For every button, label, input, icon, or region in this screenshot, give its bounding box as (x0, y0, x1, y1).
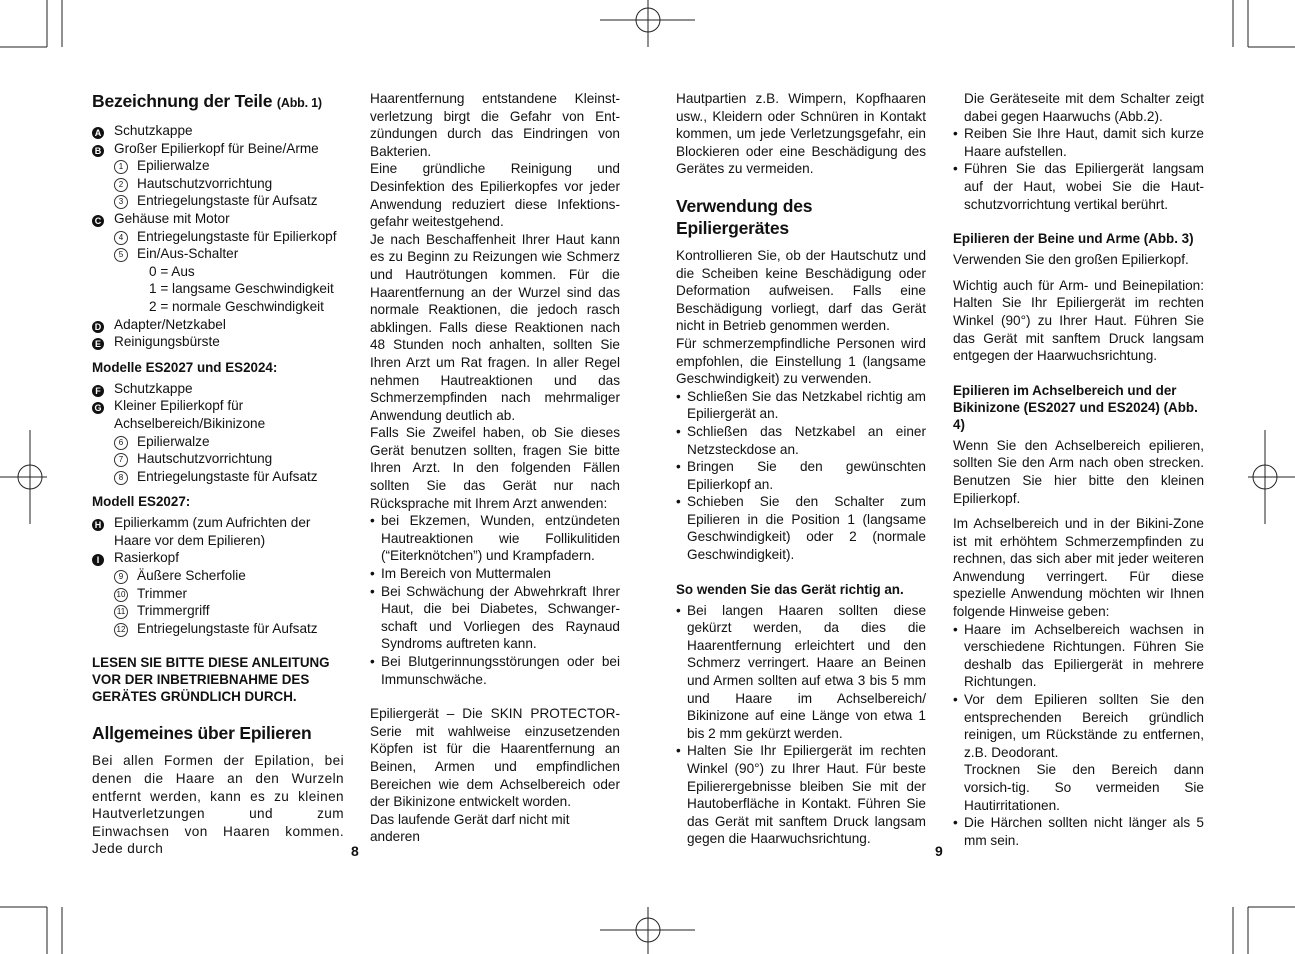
list-item: • Schließen Sie das Netzkabel richtig am Epiliergerät an. (676, 388, 926, 422)
general-paragraph-4: Je nach Beschaffenheit Ihrer Haut kann es zu Beginn zu Reizungen wie Schmerz und Hautrötungen kommen. Für die Haarentfernung an der Wurzel sind das normale Reaktionen, die jedoch rasch abklingen. Falls diese Reaktionen nach 48 Stunden noch anhalten, sollten Sie Ihren Arzt um Rat fragen. In aller Regel nehmen Hautreaktionen und das Schmerzempfinden nach mehrmaliger Anwendung deutlich ab. (370, 231, 620, 423)
column-2 (370, 90, 620, 846)
parts-list-text: Trimmergriff (137, 603, 210, 619)
models-heading: Modelle ES2027 und ES2024: (92, 359, 278, 375)
parts-list-item (92, 602, 344, 620)
parts-list-item (92, 549, 344, 567)
circled-number-marker: 12 (114, 623, 128, 637)
parts-list-item (92, 263, 344, 281)
parts-list-text: Schutzkappe (114, 380, 193, 396)
list-item: • Schließen das Netzkabel an einer Netzsteckdose an. (676, 423, 926, 457)
general-paragraph-1: Bei allen Formen der Epilation, bei denen die Haare an den Wurzeln entfernt werden, kann es zu kleinen Hautverletzungen und zum Einwachsen von Haaren kommen. Jede durch (92, 753, 344, 857)
parts-heading-text: Bezeichnung der Teile (92, 91, 273, 111)
list-item: • Im Bereich von Muttermalen (370, 566, 551, 582)
usage-paragraph-2: Für schmerzempfindliche Personen wird empfohlen, die Einstellung 1 (langsame Geschwindigkeit) zu verwenden. (676, 335, 926, 387)
list-item: • Bei Blutgerinnungsstörungen oder bei Immunschwäche. (370, 654, 620, 687)
general-paragraph-6: Epiliergerät – Die SKIN PROTECTOR-Serie mit wahlweise einzusetzenden Köpfen ist für die Haarentfernung an Beinen, Armen und empfindlichen Bereichen wie dem Achselbereich oder der Bikinizone entwickelt worden. (370, 706, 620, 810)
letter-badge-marker: E (92, 338, 104, 350)
parts-list-text: Kleiner Epilierkopf für Achselbereich/Bikinizone (114, 398, 266, 431)
read-instructions-notice: LESEN SIE BITTE DIESE ANLEITUNG VOR DER INBETRIEBNAHME DES GERÄTES GRÜNDLICH DURCH. (92, 655, 330, 705)
parts-list-text: Gehäuse mit Motor (114, 210, 230, 226)
contraindication-list (370, 512, 620, 688)
circled-number-marker: 11 (114, 605, 128, 619)
parts-list-item (92, 585, 344, 603)
letter-badge-marker: D (92, 321, 104, 333)
parts-list-item (92, 380, 344, 398)
usage-heading: Verwendung des Epiliergerätes (676, 195, 813, 238)
parts-list-item (92, 228, 344, 246)
parts-list-item (92, 567, 344, 585)
parts-list-item (92, 298, 344, 316)
models-list (92, 380, 344, 486)
parts-list-text: Rasierkopf (114, 550, 179, 566)
general-paragraph-3: Eine gründliche Reinigung und Desinfektion des Epilierkopfes vor jeder Anwendung reduziert diese Infektions-gefahr weitestgehend. (370, 161, 620, 230)
parts-list-text: Epilierwalze (137, 158, 210, 174)
parts-list-item (92, 245, 344, 263)
armpit-bullet-2: Vor dem Epilieren sollten Sie den entsprechenden Bereich gründlich reinigen, um Rückstände zu entfernen, z.B. Deodorant. (964, 692, 1204, 760)
parts-list-item (92, 397, 344, 432)
list-item: • Führen Sie das Epiliergerät langsam auf der Haut, wobei Sie die Haut-schutzvorrichtung vertikal berührt. (953, 161, 1204, 212)
parts-list-item (92, 157, 344, 175)
parts-list-item (92, 514, 344, 549)
parts-list-item (92, 140, 344, 158)
circled-number-marker: 8 (114, 471, 128, 485)
parts-list-text: Entriegelungstaste für Aufsatz (137, 620, 318, 636)
legs-paragraph-1: Verwenden Sie den großen Epilierkopf. (953, 252, 1189, 268)
column-3 (676, 90, 926, 848)
parts-list (92, 122, 344, 351)
legs-paragraph-2: Wichtig auch für Arm- und Beinepilation: Halten Sie Ihr Epiliergerät im rechten Winkel (90°) zu Ihrer Haut. Führen Sie das Gerät mit sanftem Druck langsam entgegen der Haarwuchsrichtung. (953, 277, 1204, 364)
general-paragraph-7: Das laufende Gerät darf nicht mit anderen (370, 811, 570, 845)
parts-list-item (92, 333, 344, 351)
parts-list-text: Entriegelungstaste für Epilierkopf (137, 228, 337, 244)
correct-use-heading: So wenden Sie das Gerät richtig an. (676, 581, 904, 597)
parts-list-text: Epilierwalze (137, 433, 210, 449)
list-item: • Die Härchen sollten nicht länger als 5 mm sein. (953, 815, 1204, 848)
parts-list-text: 0 = Aus (149, 263, 195, 279)
parts-heading-ref: (Abb. 1) (276, 96, 322, 110)
parts-list-text: Hautschutzvorrichtung (137, 175, 273, 191)
list-item: • Vor dem Epilieren sollten Sie den entsprechenden Bereich gründlich reinigen, um Rückstände zu entfernen, z.B. Deodorant. Trocknen Sie den Bereich dann vorsich-tig. So vermeiden Sie Hautirritationen. (953, 692, 1204, 813)
circled-number-marker: 10 (114, 588, 128, 602)
parts-list-text: Entriegelungstaste für Aufsatz (137, 193, 318, 209)
letter-badge-marker: G (92, 402, 104, 414)
usage-paragraph-1: Kontrollieren Sie, ob der Hautschutz und die Scheiben keine Beschädigung oder Deformation aufweisen. Falls eine Beschädigung vorliegt, darf das Gerät nicht in Betrieb genommen werden. (676, 247, 926, 334)
armpit-bullet-2-note: Trocknen Sie den Bereich dann vorsich-tig. So vermeiden Sie Hautirritationen. (964, 762, 1204, 813)
list-item: • Schieben Sie den Schalter zum Epilieren in die Position 1 (langsame Geschwindigkeit) oder 2 (normale Geschwindigkeit). (676, 494, 926, 563)
legs-heading: Epilieren der Beine und Arme (Abb. 3) (953, 231, 1194, 247)
continued-paragraph: Hautpartien z.B. Wimpern, Kopfhaaren usw., Kleidern oder Schnüren in Kontakt kommen, um jede Verletzungsgefahr, ein Blockieren oder eine Beschädigung des Gerätes zu vermeiden. (676, 91, 926, 177)
usage-steps (676, 388, 926, 564)
parts-list-text: Entriegelungstaste für Aufsatz (137, 468, 318, 484)
parts-list-item (92, 175, 344, 193)
letter-badge-marker: B (92, 145, 104, 157)
parts-list-item (92, 620, 344, 638)
armpit-paragraph-1: Wenn Sie den Achselbereich epilieren, sollten Sie den Arm nach oben strecken. Benutzen Sie hier bitte den kleinen Epilierkopf. (953, 437, 1204, 506)
list-item: • Halten Sie Ihr Epiliergerät im rechten Winkel (90°) zu Ihrer Haut. Für beste Epilierergebnisse bleiben Sie mit der Hautoberfläche in Kontakt. Führen Sie das Gerät mit sanftem Druck langsam gegen die Haarwuchsrichtung. (676, 743, 926, 847)
model-heading: Modell ES2027: (92, 494, 191, 510)
circled-number-marker: 5 (114, 248, 128, 262)
model-list (92, 514, 344, 637)
letter-badge-marker: H (92, 519, 104, 531)
parts-list-text: Epilierkamm (zum Aufrichten der Haare vor dem Epilieren) (114, 515, 311, 548)
parts-list-text: Äußere Scherfolie (137, 568, 246, 584)
parts-list-item (92, 122, 344, 140)
parts-list-item (92, 468, 344, 486)
general-paragraph-2: Haarentfernung entstandene Kleinst-verletzung birgt die Gefahr von Ent-zündungen durch das Eindringen von Bakterien. (370, 91, 620, 159)
column-4 (953, 90, 1204, 849)
list-item: • Bei langen Haaren sollten diese gekürzt werden, da dies die Haarentfernung erleichtert und den Schmerz verringert. Haare an Beinen und Armen sollten auf etwa 3 bis 5 mm und Haare im Achselbereich/ Bikinizone auf eine Länge von etwa 1 bis 2 mm gekürzt werden. (676, 602, 926, 741)
parts-list-item (92, 316, 344, 334)
list-item: • Bringen Sie den gewünschten Epilierkopf an. (676, 459, 926, 492)
armpit-heading: Epilieren im Achselbereich und der Bikinizone (ES2027 und ES2024) (Abb. 4) (953, 382, 1198, 432)
letter-badge-marker: F (92, 385, 104, 397)
circled-number-marker: 2 (114, 178, 128, 192)
letter-badge-marker: I (92, 554, 104, 566)
parts-list-text: Hautschutzvorrichtung (137, 451, 273, 467)
letter-badge-marker: C (92, 215, 104, 227)
parts-list-text: Trimmer (137, 585, 188, 601)
letter-badge-marker: A (92, 127, 104, 139)
list-item: • Haare im Achselbereich wachsen in verschiedene Richtungen. Führen Sie deshalb das Epiliergerät in mehrere Richtungen. (953, 621, 1204, 690)
general-heading: Allgemeines über Epilieren (92, 723, 312, 744)
list-item: • Reiben Sie Ihre Haut, damit sich kurze Haare aufstellen. (953, 126, 1204, 159)
parts-list-text: Großer Epilierkopf für Beine/Arme (114, 140, 319, 156)
circled-number-marker: 4 (114, 231, 128, 245)
parts-list-item (92, 192, 344, 210)
circled-number-marker: 1 (114, 160, 128, 174)
correct-use-continuation: Die Geräteseite mit dem Schalter zeigt dabei gegen Haarwuchs (Abb.2). (964, 91, 1204, 124)
page-number-left: 8 (351, 843, 359, 859)
parts-list-item (92, 450, 344, 468)
circled-number-marker: 9 (114, 570, 128, 584)
parts-list-text: Adapter/Netzkabel (114, 316, 226, 332)
parts-list-text: 2 = normale Geschwindigkeit (149, 298, 324, 314)
page-number-right: 9 (935, 843, 943, 859)
circled-number-marker: 3 (114, 195, 128, 209)
list-item: • bei Ekzemen, Wunden, entzündeten Hautreaktionen wie Follikulitiden (“Eiterknötchen”) und Krampfadern. (370, 513, 620, 564)
circled-number-marker: 6 (114, 436, 128, 450)
parts-list-text: Ein/Aus-Schalter (137, 246, 239, 262)
parts-list-item (92, 280, 344, 298)
circled-number-marker: 7 (114, 453, 128, 467)
list-item: • Bei Schwächung der Abwehrkraft Ihrer Haut, die bei Diabetes, Schwanger-schaft und Vorliegen des Raynaud Syndroms auftreten kann. (370, 583, 620, 652)
column-1 (92, 90, 344, 858)
parts-list-text: Reinigungsbürste (114, 334, 220, 350)
parts-list-item (92, 433, 344, 451)
parts-list-text: 1 = langsame Geschwindigkeit (149, 281, 334, 297)
parts-list-text: Schutzkappe (114, 123, 193, 138)
general-paragraph-5: Falls Sie Zweifel haben, ob Sie dieses Gerät benutzen sollten, fragen Sie bitte Ihren Arzt. In den folgenden Fällen sollten Sie das Gerät nur nach Rücksprache mit Ihrem Arzt anwenden: (370, 425, 620, 511)
armpit-paragraph-2: Im Achselbereich und in der Bikini-Zone ist mit erhöhtem Schmerzempfinden zu rechnen, das sich aber mit jeder weiteren Anwendung verringert. Für diese spezielle Anwendung möchten wir Ihnen folgende Hinweise geben: (953, 516, 1204, 620)
parts-list-item (92, 210, 344, 228)
parts-heading (92, 90, 344, 114)
